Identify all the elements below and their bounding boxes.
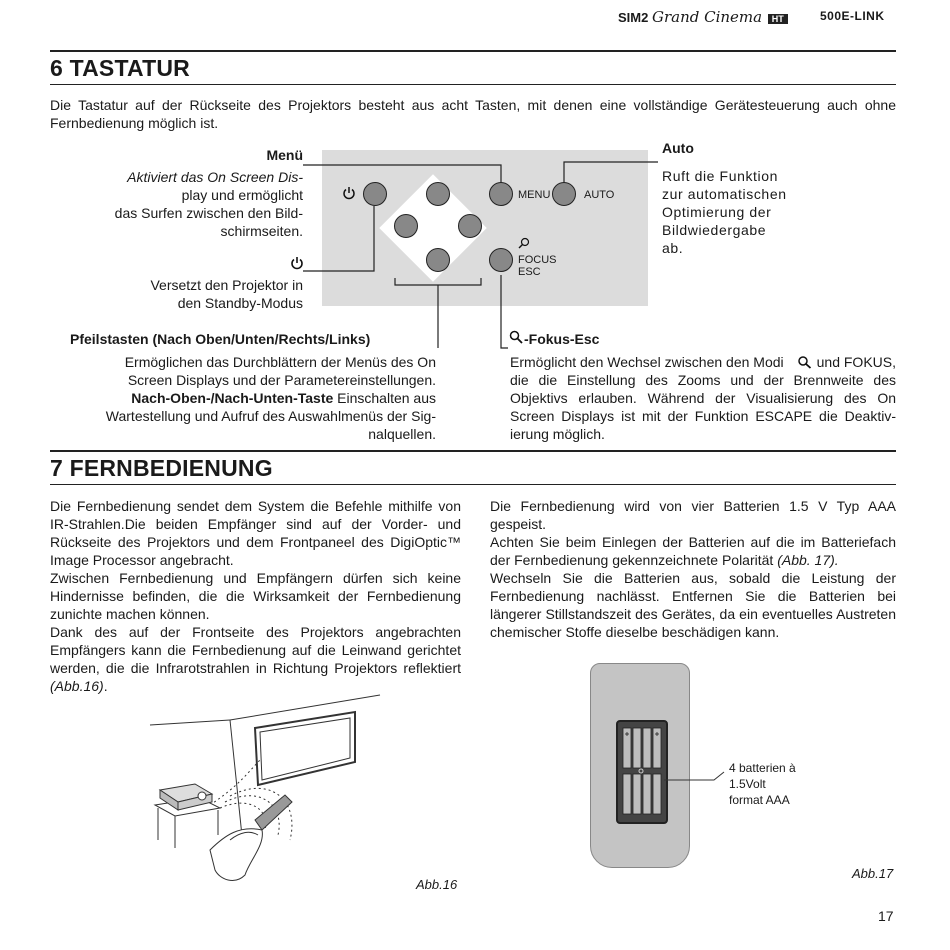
remote-para-1: Die Fernbedienung sendet dem System die Befehle mithilfe von IR-Strahlen.Die beiden Empfänger sind auf der Vorder- und Rückseite des Projektors und dem Frontpaneel des DigiOptic™ Image Processor angebracht.: [50, 498, 461, 568]
arrows-title: Pfeilstasten (Nach Oben/Unten/Rechts/Links): [70, 331, 371, 347]
remote-para-2: Zwischen Fernbedienung und Empfängern dürfen sich keine Hindernisse befinden, die die Wirksamkeit der Fernbedienung zunichte machen können.: [50, 570, 461, 622]
standby-line-1: Versetzt den Projektor in: [150, 277, 303, 293]
page-number: 17: [878, 908, 894, 924]
standby-button[interactable]: [363, 182, 387, 206]
battery-para-3: Wechseln Sie die Batterien aus, sobald die Leistung der Fernbedienung nachlässt. Entfernen Sie die Batterien bei längerer Stillstandszeit des Gerätes, da ein eventuelles Austreten chemischer Stoffe dieselbe beschädigen kann.: [490, 570, 896, 640]
menu-key-label: MENU: [518, 189, 551, 201]
focus-esc-description: [510, 353, 896, 443]
menu-line-1: Aktiviert das On Screen Dis-: [127, 169, 303, 185]
arrows-line-4: Wartestellung und Aufruf des Auswahlmenüs der Sig-: [105, 408, 436, 424]
power-key-icon: [342, 186, 356, 205]
arrow-up-button[interactable]: [426, 182, 450, 206]
battery-para-2: Achten Sie beim Einlegen der Batterien auf die im Batteriefach der Fernbedienung gekennzeichnete Polarität: [490, 534, 896, 568]
focus-esc-button[interactable]: [489, 248, 513, 272]
brand-script: Grand Cinema: [651, 8, 763, 26]
arrows-line-1: Ermöglichen das Durchblättern der Menüs des On: [124, 354, 436, 370]
section-title-tastatur: 6 TASTATUR: [50, 55, 190, 81]
menu-title: Menü: [266, 147, 303, 163]
battery-cells: [618, 724, 664, 820]
remote-left-column: Die Fernbedienung sendet dem System die Befehle mithilfe von IR-Strahlen.Die beiden Empfänger sind auf der Vorder- und Rückseite des Projektors und dem Frontpaneel des DigiOptic™ Image Processor angebracht. Zwischen Fernbedienung und Empfängern dürfen sich keine Hindernisse befinden, die die Wirksamkeit der Fernbedienung zunichte machen können. Dank des auf der Frontseite des Projektors angebrachten Empfängers kann die Fernbedienung auf die Leinwand gerichtet werden, die die Infrarotstrahlen in Richtung Projektors reflektiert (Abb.16).: [50, 498, 461, 694]
arrow-right-button[interactable]: [458, 214, 482, 238]
auto-line-5: ab.: [662, 240, 684, 256]
focus-esc-title: -Fokus-Esc: [524, 331, 600, 347]
model-name: 500E-LINK: [820, 9, 885, 23]
battery-leader-line: [664, 770, 734, 790]
remote-para-3: Dank des auf der Frontseite des Projektors angebrachten Empfängers kann die Fernbedienung auf die Leinwand gerichtet werden, die die Infrarotstrahlen in Richtung Projektors reflektiert: [50, 624, 461, 676]
standby-line-2: den Standby-Modus: [177, 295, 303, 311]
intro-paragraph: Die Tastatur auf der Rückseite des Projektors besteht aus acht Tasten, mit denen eine vollständige Gerätesteuerung auch ohne Fernbedienung möglich ist.: [50, 97, 896, 131]
focus-line-1: Ermöglicht den Wechsel zwischen den Modi: [510, 354, 784, 370]
auto-key-label: AUTO: [584, 189, 615, 201]
section-title-fernbedienung: 7 FERNBEDIENUNG: [50, 455, 273, 481]
menu-line-3: das Surfen zwischen den Bild-: [114, 205, 303, 221]
magnifier-key-icon: [518, 236, 530, 254]
battery-label-line-3: format AAA: [729, 793, 790, 807]
arrow-down-button[interactable]: [426, 248, 450, 272]
figure-16-caption: Abb.16: [416, 877, 458, 892]
auto-title: Auto: [662, 140, 694, 156]
arrows-bold-label: Nach-Oben-/Nach-Unten-Taste: [131, 390, 334, 406]
section7-rule-top: [50, 450, 896, 452]
focus-line-3: die die Einstellung des Zooms und der Brennweite des: [510, 372, 896, 388]
brand-prefix: SIM2: [618, 10, 649, 25]
battery-label: [729, 760, 796, 808]
remote-right-column: [490, 497, 896, 641]
auto-button[interactable]: [552, 182, 576, 206]
battery-label-line-1: 4 batterien à: [729, 761, 796, 775]
arrow-left-button[interactable]: [394, 214, 418, 238]
auto-line-4: Bildwiedergabe: [662, 222, 767, 238]
magnifier-inline-icon: [797, 355, 813, 369]
auto-line-1: Ruft die Funktion: [662, 168, 779, 184]
menu-line-2: play und ermöglicht: [181, 187, 303, 203]
auto-line-3: Optimierung der: [662, 204, 772, 220]
brand-badge: HT: [768, 14, 788, 24]
battery-figure-ref-17: (Abb. 17).: [777, 552, 839, 568]
arrows-line-3: Einschalten aus: [333, 390, 436, 406]
arrows-line-5: nalquellen.: [368, 426, 436, 442]
focus-line-4: Objektivs erlauben. Während der Visualisierung des On: [510, 390, 896, 406]
auto-line-2: zur automatischen: [662, 186, 787, 202]
figure-17-caption: Abb.17: [852, 866, 894, 881]
battery-label-line-2: 1.5Volt: [729, 777, 766, 791]
arrows-line-2: Screen Displays und der Parametereinstellungen.: [127, 372, 436, 388]
figure-16-illustration: [150, 690, 450, 895]
focus-line-5: Screen Displays ist mit der Funktion ESCAPE die Deaktiv-: [510, 408, 896, 424]
focus-key-label: FOCUS: [518, 254, 557, 266]
menu-line-4: schirmseiten.: [220, 223, 303, 239]
arrows-description: [60, 353, 436, 443]
focus-line-6: ierung möglich.: [510, 426, 605, 442]
focus-line-2: und FOKUS,: [816, 354, 896, 370]
magnifier-icon: [509, 330, 523, 349]
esc-key-label: ESC: [518, 266, 541, 278]
battery-para-1: Die Fernbedienung wird von vier Batterien 1.5 V Typ AAA gespeist.: [490, 498, 896, 532]
menu-button[interactable]: [489, 182, 513, 206]
section7-rule-bottom: [50, 484, 896, 485]
remote-figure-ref-16: (Abb.16): [50, 678, 104, 694]
